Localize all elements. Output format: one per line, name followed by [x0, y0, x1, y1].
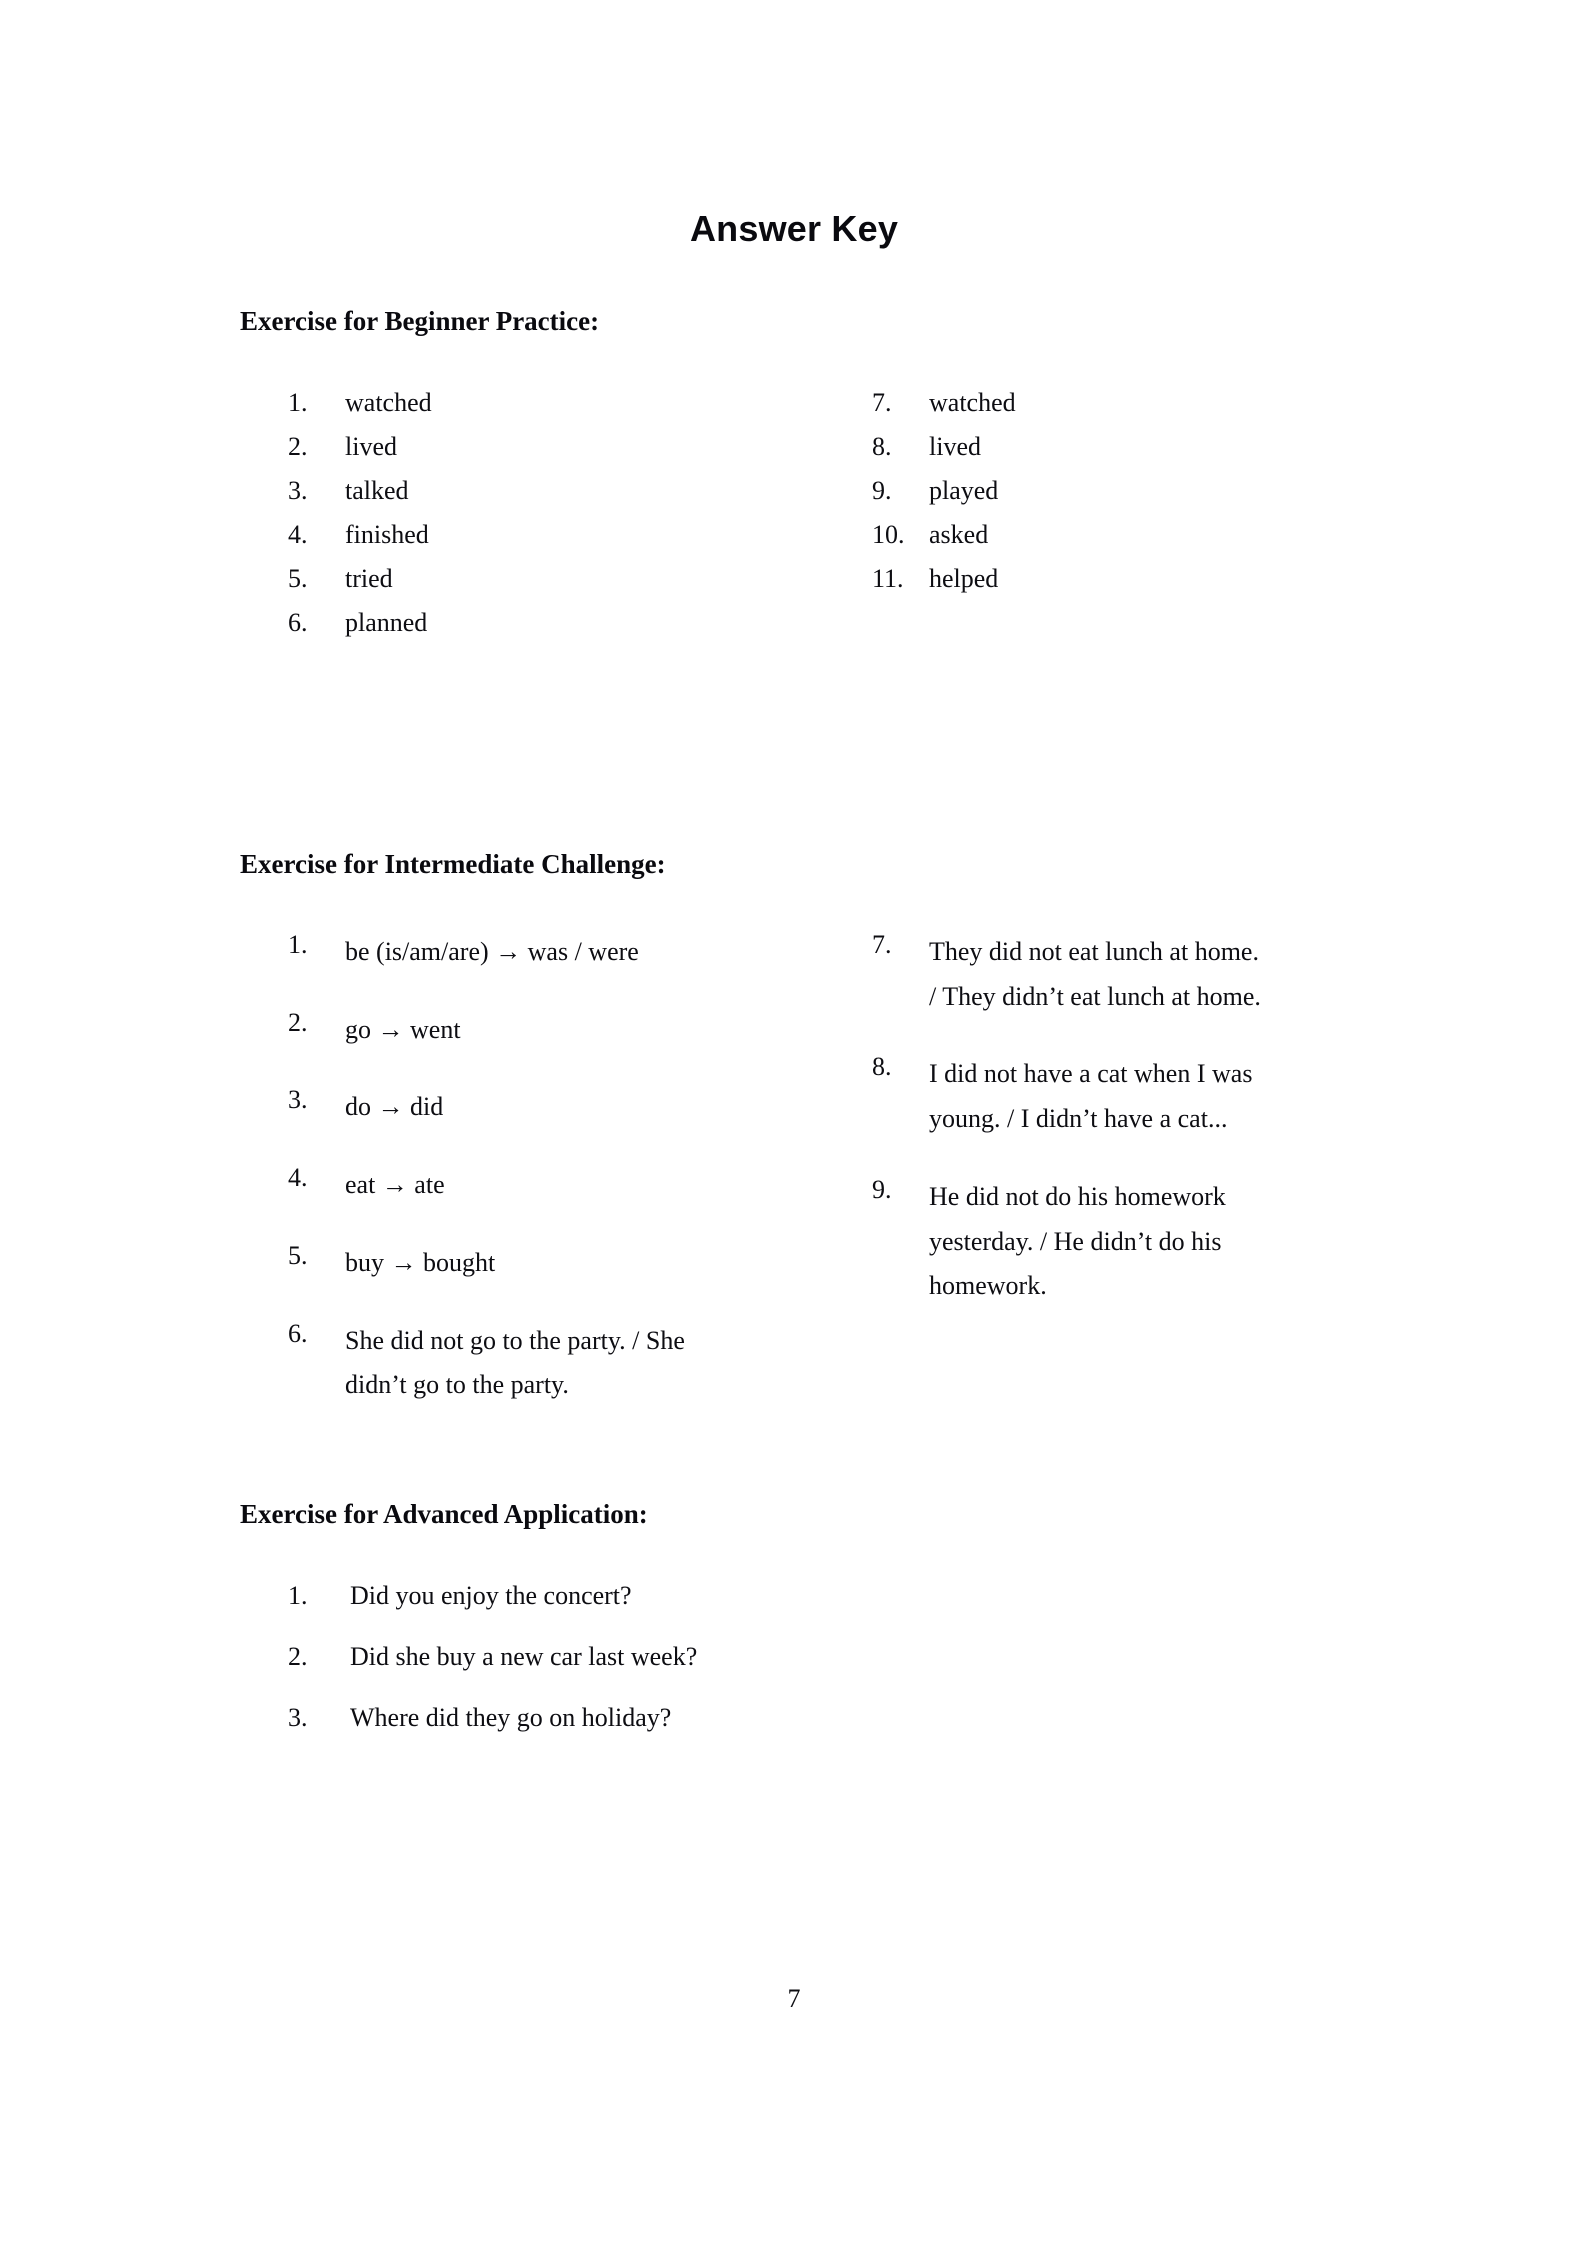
list-item-number: 1. [288, 1581, 308, 1610]
answer-list-intermediate-column-1 [288, 930, 688, 1441]
list-item-answer: played [929, 476, 999, 505]
list-item [288, 1085, 688, 1130]
list-item [288, 390, 708, 416]
list-item-number: 7. [872, 388, 892, 417]
list-item [288, 1319, 688, 1408]
list-item-answer: lived [929, 432, 981, 461]
answer-list-advanced-column-1 [288, 1583, 848, 1766]
list-item-answer: finished [345, 520, 429, 549]
list-item [288, 1241, 688, 1286]
list-item-answer: eat → ate [345, 1170, 445, 1200]
list-item-number: 5. [288, 564, 308, 593]
list-item-number: 9. [872, 476, 892, 505]
list-item [288, 1163, 688, 1208]
list-item [872, 522, 1292, 548]
list-item-answer: watched [929, 388, 1016, 417]
list-item [288, 1583, 848, 1609]
list-item-answer: Where did they go on holiday? [350, 1703, 672, 1732]
list-item [288, 566, 708, 592]
list-item-number: 8. [872, 1052, 892, 1082]
list-item-answer: asked [929, 520, 989, 549]
list-item-answer: be (is/am/are) → was / were [345, 937, 639, 966]
list-item-answer: talked [345, 476, 409, 505]
list-item-number: 1. [288, 388, 308, 417]
list-item [872, 434, 1292, 460]
section-heading-intermediate: Exercise for Intermediate Challenge: [240, 849, 666, 879]
list-item-number: 5. [288, 1240, 308, 1270]
list-item-number: 8. [872, 432, 892, 461]
list-item [872, 478, 1292, 504]
list-item [872, 1175, 1272, 1309]
list-item [288, 1705, 848, 1731]
list-item [288, 610, 708, 636]
list-item [288, 1008, 688, 1053]
page-title: Answer Key [689, 208, 899, 249]
list-item [288, 930, 688, 975]
list-item-number: 11. [872, 564, 904, 593]
list-item-number: 9. [872, 1174, 892, 1204]
list-item-answer: Did you enjoy the concert? [350, 1581, 632, 1610]
page-number: 7 [787, 1984, 801, 2013]
list-item-number: 4. [288, 520, 308, 549]
list-item-answer: They did not eat lunch at home. / They didn’t eat lunch at home. [929, 937, 1261, 1011]
list-item [288, 1644, 848, 1670]
list-item-answer: tried [345, 564, 393, 593]
list-item [872, 930, 1272, 1019]
list-item [872, 390, 1292, 416]
list-item-answer: watched [345, 388, 432, 417]
answer-list-intermediate-column-2 [872, 930, 1272, 1342]
section-heading-beginner: Exercise for Beginner Practice: [240, 306, 600, 336]
list-item-answer: helped [929, 564, 999, 593]
list-item-answer: I did not have a cat when I was young. / I didn’t have a cat... [929, 1059, 1253, 1134]
list-item-number: 6. [288, 1318, 308, 1348]
list-item-answer: He did not do his homework yesterday. / He didn’t do his homework. [929, 1181, 1226, 1301]
list-item-answer: go → went [345, 1014, 461, 1044]
list-item-number: 3. [288, 1703, 308, 1732]
list-item-answer: buy → bought [345, 1247, 496, 1277]
list-item [872, 1052, 1272, 1141]
list-item-number: 3. [288, 1085, 308, 1115]
list-item [288, 522, 708, 548]
list-item-answer: She did not go to the party. / She didn’t go to the party. [345, 1325, 685, 1400]
list-item-number: 6. [288, 608, 308, 637]
list-item-number: 3. [288, 476, 308, 505]
list-item-answer: planned [345, 608, 428, 637]
list-item-answer: lived [345, 432, 397, 461]
list-item [288, 478, 708, 504]
list-item-answer: Did she buy a new car last week? [350, 1642, 698, 1671]
list-item [872, 566, 1292, 592]
list-item-number: 7. [872, 930, 892, 959]
list-item-number: 2. [288, 1007, 308, 1037]
list-item-number: 10. [872, 520, 905, 549]
list-item-answer: do → did [345, 1092, 444, 1122]
answer-list-beginner-column-1 [288, 390, 708, 654]
answer-list-beginner-column-2 [872, 390, 1292, 610]
list-item-number: 1. [288, 930, 308, 959]
list-item-number: 2. [288, 432, 308, 461]
list-item [288, 434, 708, 460]
list-item-number: 2. [288, 1642, 308, 1671]
section-heading-advanced: Exercise for Advanced Application: [240, 1499, 648, 1529]
list-item-number: 4. [288, 1163, 308, 1193]
